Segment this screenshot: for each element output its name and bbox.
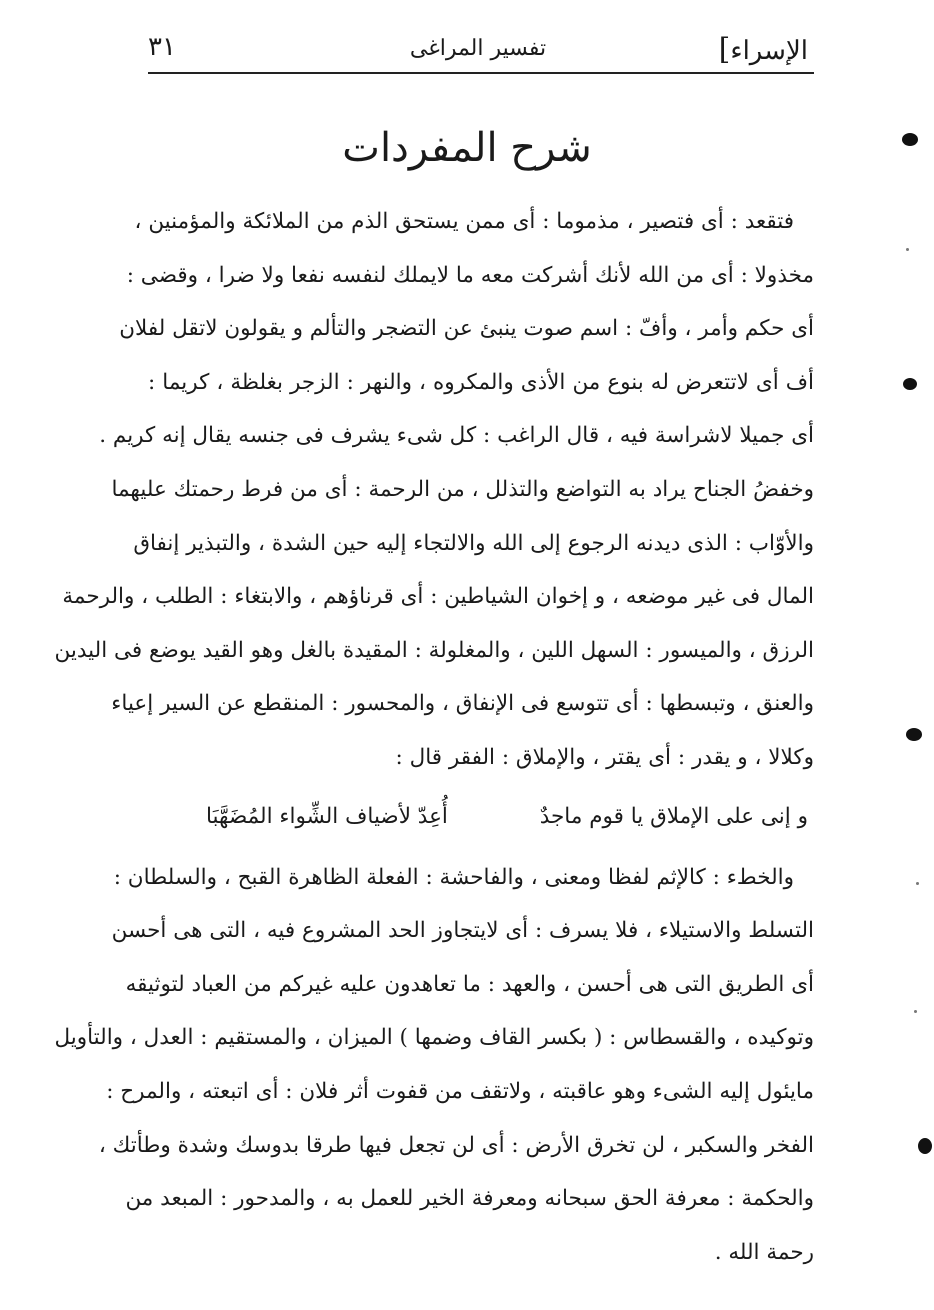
chapter-label: الإسراء [730, 36, 808, 66]
text-line: التسلط والاستيلاء ، فلا يسرف : أى لايتجاوز الحد المشروع فيه ، التى هى أحسن [111, 918, 814, 944]
text-line: وخفضُ الجناح يراد به التواضع والتذلل ، من الرحمة : أى من فرط رحمتك عليهما [111, 476, 814, 502]
text-line: وتوكيده ، والقسطاس : ( بكسر القاف وضمها ) الميزان ، والمستقيم : العدل ، والتأويل [54, 1025, 814, 1051]
header-rule [148, 72, 814, 74]
text-line: رحمة الله . [714, 1239, 814, 1265]
chapter-bracket: ] [718, 32, 731, 67]
margin-speck [914, 1010, 917, 1013]
poetry-verse [148, 785, 814, 849]
text-line: أى حكم وأمر ، وأفّ : اسم صوت ينبئ عن التضجر والتألم و يقولون لاتقل لفلان [119, 316, 814, 342]
text-line: والخطء : كالإثم لفظا ومعنى ، والفاحشة : الفعلة الظاهرة القبح ، والسلطان : [113, 864, 794, 890]
margin-mark [906, 728, 922, 741]
verse-first-hemistich: و إنى على الإملاق يا قوم ماجدٌ [539, 803, 808, 829]
text-line: الفخر والسكبر ، لن تخرق الأرض : أى لن تجعل فيها طرقا بدوسك وشدة وطأتك ، [98, 1132, 814, 1158]
text-line: فتقعد : أى فتصير ، مذموما : أى ممن يستحق الذم من الملائكة والمؤمنين ، [134, 209, 794, 234]
margin-speck [916, 882, 919, 885]
running-header [148, 28, 808, 72]
text-line: والعنق ، وتبسطها : أى تتوسع فى الإنفاق ، والمحسور : المنقطع عن السير إعياء [111, 691, 814, 717]
chapter-name [719, 32, 808, 67]
margin-mark [902, 133, 918, 146]
page-number: ٣١ [148, 32, 176, 62]
verse-second-hemistich: أُعِدّ لأضياف الشِّواء المُضَهَّبَا [206, 803, 448, 829]
text-line: والحكمة : معرفة الحق سبحانه ومعرفة الخير للعمل به ، والمدحور : المبعد من [125, 1186, 814, 1212]
text-line: أف أى لاتتعرض له بنوع من الأذى والمكروه ، والنهر : الزجر بغلظة ، كريما : [148, 369, 814, 395]
margin-speck [906, 248, 909, 251]
text-line: المال فى غير موضعه ، و إخوان الشياطين : أى قرناؤهم ، والابتغاء : الطلب ، والرحمة [62, 584, 814, 610]
text-line: والأوّاب : الذى ديدنه الرجوع إلى الله والالتجاء إليه حين الشدة ، والتبذير إنفاق [133, 530, 814, 556]
margin-mark [903, 378, 917, 390]
text-line: أى الطريق التى هى أحسن ، والعهد : ما تعاهدون عليه غيركم من العباد لتوثيقه [125, 971, 814, 997]
text-line: مخذولا : أى من الله لأنك أشركت معه ما لايملك لنفسه نفعا ولا ضرا ، وقضى : [126, 262, 814, 288]
section-heading: شرح المفردات [342, 125, 592, 171]
text-line: مايئول إليه الشىء وهو عاقبته ، ولاتقف من قفوت أثر فلان : أى اتبعته ، والمرح : [106, 1078, 814, 1104]
book-title: تفسير المراغى [409, 36, 547, 61]
text-line: أى جميلا لاشراسة فيه ، قال الراغب : كل شىء يشرف فى جنسه يقال إنه كريم . [99, 423, 814, 449]
text-line: الرزق ، والميسور : السهل اللين ، والمغلولة : المقيدة بالغل وهو القيد يوضع فى اليدين [54, 637, 814, 663]
margin-mark [918, 1138, 932, 1154]
text-line: وكلالا ، و يقدر : أى يقتر ، والإملاق : الفقر قال : [395, 744, 814, 770]
body-text [54, 195, 814, 1279]
